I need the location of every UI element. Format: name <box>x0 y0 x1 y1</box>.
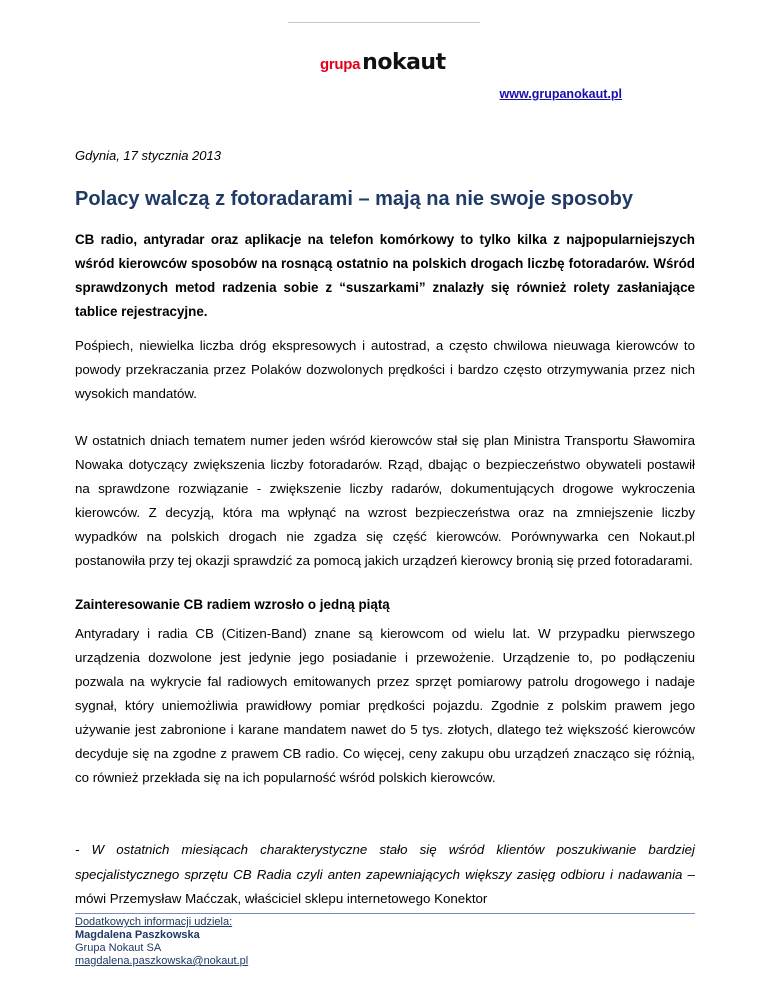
contact-label: Dodatkowych informacji udziela: <box>75 916 233 928</box>
logo-grupa-text: grupa <box>320 56 361 73</box>
quote-attribution: – mówi Przemysław Maćczak, właściciel sklepu internetowego Konektor <box>75 866 695 906</box>
body-paragraph-1: Pośpiech, niewielka liczba dróg ekspresowych i autostrad, a często chwilowa nieuwaga kierowców to powody przekraczania przez Polaków dozwolonych prędkości i bardzo często otrzymywania przez nich wysokich mandatów. <box>75 338 695 401</box>
footer-divider <box>75 913 695 914</box>
website-link[interactable]: www.grupanokaut.pl <box>499 87 622 101</box>
quote-text: - W ostatnich miesiącach charakterystyczne stało się wśród klientów poszukiwanie bardziej specjalistycznego sprzętu CB Radia czyli anten zapewniających większy zasięg odbioru i nadawania <box>75 842 695 882</box>
section-heading: Zainteresowanie CB radiem wzrosło o jedną piątą <box>75 597 390 612</box>
lead-paragraph: CB radio, antyradar oraz aplikacje na telefon komórkowy to tylko kilka z najpopularniejszych wśród kierowców sposobów na rosnącą ostatnio na polskich drogach liczbę fotoradarów. Wśród sprawdzonych metod radzenia sobie z “suszarkami” znalazły się również rolety zasłaniające tablice rejestracyjne. <box>75 232 695 319</box>
grupa-nokaut-logo <box>320 50 446 75</box>
contact-name: Magdalena Paszkowska <box>75 929 200 941</box>
quote-paragraph <box>75 838 695 912</box>
contact-company: Grupa Nokaut SA <box>75 942 162 954</box>
section-paragraph: Antyradary i radia CB (Citizen-Band) znane są kierowcom od wielu lat. W przypadku pierwszego urządzenia dozwolone jest jedynie jego posiadanie i przewożenie. Urządzenie to, po podłączeniu pozwala na wykrycie fal radiowych emitowanych przez sprzęt pomiarowy patrolu drogowego i nadaje sygnał, który uniemożliwia prawidłowy pomiar prędkości pojazdu. Zgodnie z polskim prawem jego używanie jest zabronione i karane mandatem nawet do 5 tys. złotych, dlatego też większość kierowców decyduje się na zgodne z prawem CB radio. Co więcej, ceny zakupu obu urządzeń znacząco się różnią, co również przekłada się na ich popularność wśród polskich kierowców. <box>75 626 695 785</box>
contact-footer <box>75 916 248 968</box>
date-line: Gdynia, 17 stycznia 2013 <box>75 148 221 163</box>
page-title: Polacy walczą z fotoradarami – mają na nie swoje sposoby <box>75 188 633 210</box>
body-paragraph-2: W ostatnich dniach tematem numer jeden wśród kierowców stał się plan Ministra Transportu Sławomira Nowaka dotyczący zwiększenia liczby fotoradarów. Rząd, dbając o bezpieczeństwo obywateli postawił na sprawdzone rozwiązanie - zwiększenie liczby radarów, dokumentujących drogowe wykroczenia kierowców. Z decyzją, która ma wpłynąć na wzrost bezpieczeństwa oraz na zmniejszenie liczby wypadków na polskich drogach nie zgadza się część kierowców. Porównywarka cen Nokaut.pl postanowiła przy tej okazji sprawdzić za pomocą jakich urządzeń kierowcy bronią się przed fotoradarami. <box>75 433 695 568</box>
logo-nokaut-text: nokaut <box>362 50 446 75</box>
contact-email-link[interactable]: magdalena.paszkowska@nokaut.pl <box>75 955 249 967</box>
header-divider <box>288 22 480 23</box>
